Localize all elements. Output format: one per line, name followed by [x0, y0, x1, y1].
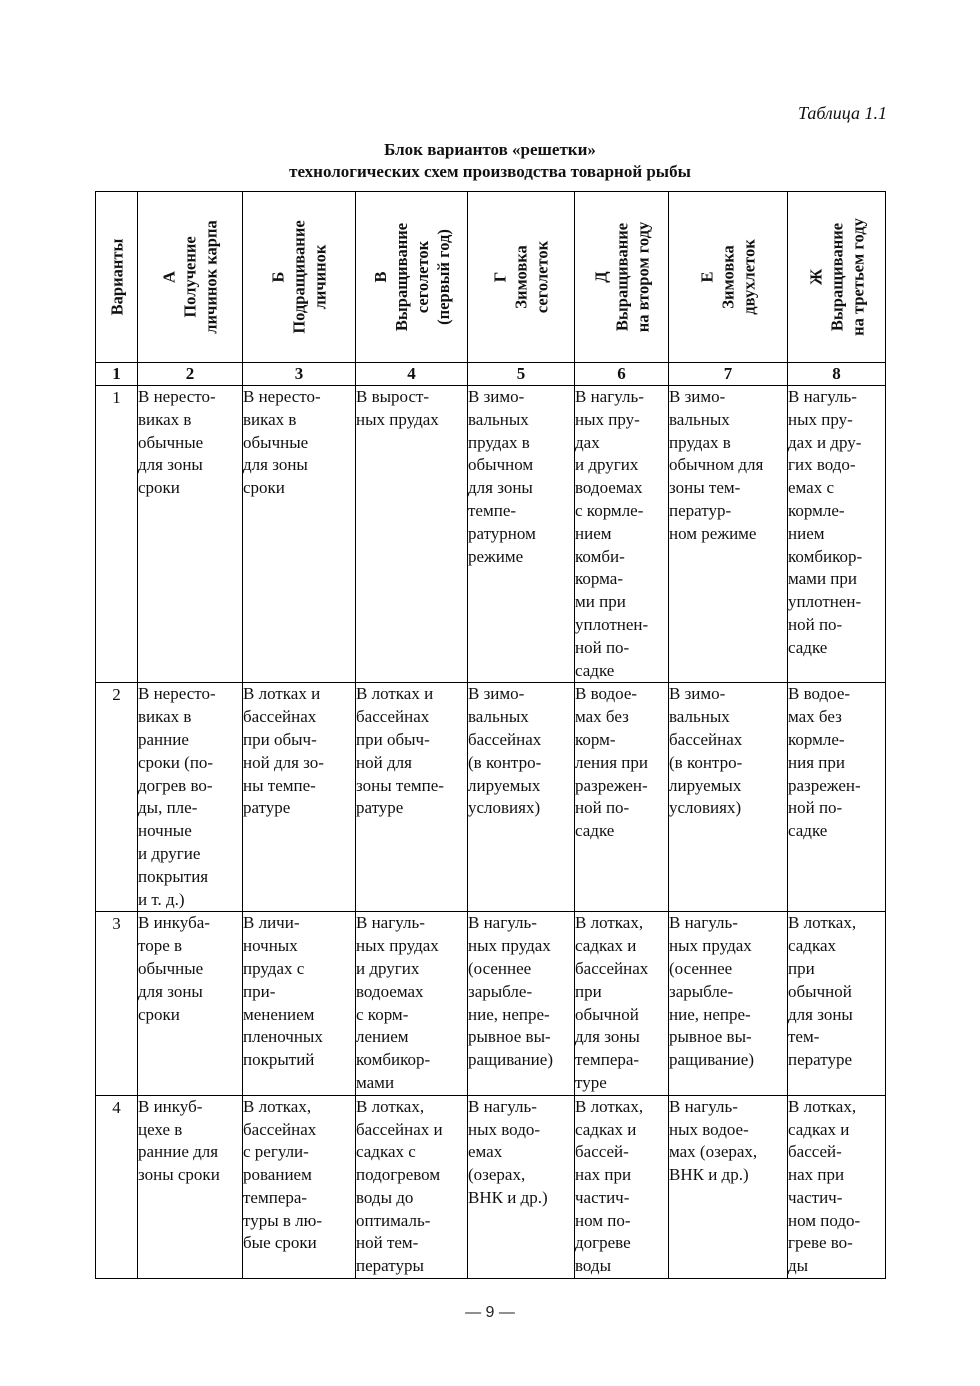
cell-text-line: В лотках и: [356, 684, 434, 704]
table-cell: [356, 683, 468, 912]
cell-text-line: ды: [788, 1256, 809, 1276]
page-number: — 9 —: [465, 1304, 515, 1321]
cell-text-line: мах без: [788, 707, 842, 727]
cell-text-line: для зоны: [138, 981, 203, 1001]
cell-text-line: сроки (по-: [138, 752, 214, 772]
column-number-row: [96, 363, 886, 386]
cell-text-line: ной по-: [575, 798, 630, 818]
cell-text-line: при-: [243, 981, 276, 1001]
cell-text-line: ния при: [788, 752, 845, 772]
cell-text-line: режиме: [468, 546, 524, 566]
cell-text-line: В нагуль-: [669, 913, 738, 933]
cell-text-line: В лотках,: [356, 1096, 425, 1116]
table-title: [95, 139, 885, 183]
header-label-line: Получение: [180, 236, 200, 318]
cell-text-line: туре: [575, 1072, 607, 1092]
table-cell: [788, 912, 886, 1095]
cell-text-line: пленочных: [243, 1027, 323, 1047]
cell-text-line: вальных: [669, 707, 730, 727]
header-label-line: Зимовка: [718, 245, 738, 309]
cell-text-line: обычном: [468, 455, 534, 475]
column-number: 7: [669, 363, 788, 386]
cell-text-line: В зимо-: [669, 387, 726, 406]
table-cell: [243, 683, 356, 912]
header-label-line: (первый год): [433, 229, 453, 325]
cell-text-line: туры в лю-: [243, 1210, 322, 1230]
variant-number: 3: [96, 912, 138, 1095]
header-label: [159, 197, 222, 357]
cell-text-line: виках в: [138, 707, 192, 727]
cell-text-line: нием: [575, 523, 612, 543]
header-label-line: Б: [268, 271, 288, 283]
cell-text-line: при обыч-: [243, 729, 317, 749]
cell-text-line: виках в: [138, 409, 192, 429]
table-cell: [575, 386, 669, 683]
column-number: 6: [575, 363, 669, 386]
cell-text-line: В нересто-: [138, 387, 216, 406]
header-label-line: Г: [490, 271, 510, 283]
cell-text-line: уплотнен-: [788, 592, 862, 612]
cell-text-line: садке: [788, 637, 828, 657]
variant-number: 2: [96, 683, 138, 912]
cell-text-line: прудах в: [468, 432, 530, 452]
cell-text-line: темпера-: [243, 1187, 308, 1207]
cell-text-line: дах и дру-: [788, 432, 862, 452]
cell-text-line: бассейнах: [575, 958, 649, 978]
cell-text-line: ночных: [243, 936, 298, 956]
cell-text-line: рывное вы-: [468, 1027, 551, 1047]
cell-text-line: при обыч-: [356, 729, 430, 749]
cell-text-line: ночные: [138, 821, 192, 841]
cell-text-line: воды: [575, 1256, 611, 1276]
cell-text-line: для зоны: [243, 455, 308, 475]
cell-text-line: мах без: [575, 707, 629, 727]
cell-text-line: бассей-: [575, 1142, 629, 1162]
cell-text-line: зоны темпе-: [356, 775, 444, 795]
cell-text-line: лируемых: [669, 775, 742, 795]
header-label-line: Выращивание: [612, 222, 631, 332]
cell-text-line: мах (озерах,: [669, 1142, 758, 1162]
table-cell: [138, 1095, 243, 1278]
column-number: 1: [96, 363, 138, 386]
cell-text-line: ной для: [356, 752, 412, 772]
cell-text-line: ной по-: [575, 637, 630, 657]
cell-text-line: цехе в: [138, 1119, 183, 1139]
table-cell: [575, 912, 669, 1095]
table-cell: [788, 683, 886, 912]
column-number: 4: [356, 363, 468, 386]
cell-text-line: корма-: [575, 569, 623, 589]
table-cell: [669, 912, 788, 1095]
header-label-line: Выращивание: [827, 222, 846, 332]
cell-text-line: при: [575, 981, 602, 1001]
cell-text-line: В водое-: [575, 684, 638, 704]
cell-text-line: садках и: [575, 1119, 637, 1139]
cell-text-line: гих водо-: [788, 455, 856, 475]
cell-text-line: догреве: [575, 1233, 631, 1253]
cell-text-line: кормле-: [788, 729, 845, 749]
column-number: 2: [138, 363, 243, 386]
cell-text-line: сроки: [243, 478, 285, 498]
cell-text-line: корм-: [575, 729, 616, 749]
table-cell: [138, 386, 243, 683]
cell-text-line: и другие: [138, 843, 201, 863]
cell-text-line: В лотках,: [243, 1096, 312, 1116]
cell-text-line: В инкуб-: [138, 1096, 203, 1116]
table-row: [96, 1095, 886, 1278]
cell-text-line: В водое-: [788, 684, 851, 704]
cell-text-line: ратурном: [468, 523, 536, 543]
cell-text-line: лируемых: [468, 775, 541, 795]
header-label-line: личинок карпа: [201, 220, 221, 334]
cell-text-line: виках в: [243, 409, 297, 429]
cell-text-line: ранние для: [138, 1142, 219, 1162]
cell-text-line: ды, пле-: [138, 798, 198, 818]
cell-text-line: обычной: [575, 1004, 639, 1024]
cell-text-line: ние, непре-: [468, 1004, 550, 1024]
header-label-line: Е: [697, 271, 717, 283]
cell-text-line: В нагуль-: [788, 387, 857, 406]
table-cell: [243, 1095, 356, 1278]
header-label-line: Зимовка: [511, 245, 531, 309]
header-label-line: сеголеток: [412, 240, 432, 314]
cell-text-line: пературы: [356, 1256, 424, 1276]
header-label: [106, 197, 127, 357]
cell-text-line: с регули-: [243, 1142, 309, 1162]
cell-text-line: В нагуль-: [669, 1096, 738, 1116]
table-cell: [788, 1095, 886, 1278]
cell-text-line: оптималь-: [356, 1210, 431, 1230]
header-label-line: А: [159, 271, 179, 283]
cell-text-line: садке: [575, 660, 615, 680]
cell-text-line: ператур-: [669, 500, 732, 520]
cell-text-line: комбикор-: [788, 546, 863, 566]
cell-text-line: прудах в: [669, 432, 731, 452]
header-cell: [468, 192, 575, 363]
cell-text-line: ны темпе-: [243, 775, 316, 795]
cell-text-line: с кормле-: [575, 500, 644, 520]
cell-text-line: обычной: [788, 981, 852, 1001]
cell-text-line: частич-: [788, 1187, 843, 1207]
table-title-line: Блок вариантов «решетки»: [384, 140, 596, 159]
cell-text-line: садках и: [788, 1119, 850, 1139]
cell-text-line: ных прудах: [468, 936, 551, 956]
cell-text-line: комбикор-: [356, 1050, 431, 1070]
cell-text-line: ления при: [575, 752, 648, 772]
cell-text-line: бассейнах: [669, 729, 743, 749]
cell-text-line: вальных: [468, 707, 529, 727]
cell-text-line: В личи-: [243, 913, 300, 933]
cell-text-line: и других: [575, 455, 639, 475]
table-cell: [669, 683, 788, 912]
cell-text-line: менением: [243, 1004, 315, 1024]
table-body: [96, 386, 886, 1279]
cell-text-line: водоемах: [356, 981, 424, 1001]
cell-text-line: бассейнах: [243, 1119, 317, 1139]
cell-text-line: частич-: [575, 1187, 630, 1207]
cell-text-line: В нагуль-: [468, 913, 537, 933]
cell-text-line: бассейнах: [356, 707, 430, 727]
cell-text-line: разрежен-: [575, 775, 648, 795]
header-cell: [138, 192, 243, 363]
variant-number: 4: [96, 1095, 138, 1278]
cell-text-line: дах: [575, 432, 600, 452]
cell-text-line: В нересто-: [243, 387, 321, 406]
cell-text-line: бые сроки: [243, 1233, 317, 1253]
cell-text-line: обычные: [243, 432, 309, 452]
header-cell: [356, 192, 468, 363]
cell-text-line: подогревом: [356, 1165, 441, 1185]
header-label: [490, 197, 553, 357]
cell-text-line: бассейнах: [468, 729, 542, 749]
header-label-line: личинок: [310, 244, 330, 310]
table-cell: [575, 683, 669, 912]
cell-text-line: ние, непре-: [669, 1004, 751, 1024]
cell-text-line: емах: [468, 1142, 503, 1162]
cell-text-line: прудах с: [243, 958, 305, 978]
cell-text-line: ных водое-: [669, 1119, 749, 1139]
header-cell: [788, 192, 886, 363]
header-label-line: сеголеток: [532, 240, 552, 314]
cell-text-line: ращивание): [468, 1050, 553, 1070]
cell-text-line: В лотках,: [788, 1096, 857, 1116]
cell-text-line: покрытий: [243, 1050, 315, 1070]
cell-text-line: В зимо-: [468, 684, 525, 704]
header-label: [370, 197, 454, 357]
table-cell: [468, 912, 575, 1095]
header-cell: [669, 192, 788, 363]
cell-text-line: садке: [788, 821, 828, 841]
cell-text-line: сроки: [138, 1004, 180, 1024]
cell-text-line: обычном для: [669, 455, 764, 475]
cell-text-line: В лотках и: [243, 684, 321, 704]
cell-text-line: комби-: [575, 546, 625, 566]
cell-text-line: ной по-: [788, 614, 843, 634]
cell-text-line: зарыбле-: [468, 981, 533, 1001]
cell-text-line: бассей-: [788, 1142, 842, 1162]
cell-text-line: и других: [356, 958, 420, 978]
header-label: [805, 197, 868, 357]
cell-text-line: мами при: [788, 569, 857, 589]
cell-text-line: кормле-: [788, 500, 845, 520]
cell-text-line: В нагуль-: [575, 387, 644, 406]
cell-text-line: нах при: [575, 1165, 632, 1185]
table-cell: [468, 1095, 575, 1278]
cell-text-line: (осеннее: [669, 958, 733, 978]
header-cell: [243, 192, 356, 363]
cell-text-line: покрытия: [138, 866, 209, 886]
cell-text-line: ВНК и др.): [669, 1165, 749, 1185]
cell-text-line: нах при: [788, 1165, 845, 1185]
cell-text-line: зоны тем-: [669, 478, 741, 498]
table-cell: [669, 386, 788, 683]
cell-text-line: садках: [788, 936, 836, 956]
cell-text-line: условиях): [468, 798, 541, 818]
header-label-line: двухлеток: [739, 239, 759, 315]
cell-text-line: В нагуль-: [468, 1096, 537, 1116]
cell-text-line: при: [788, 958, 815, 978]
header-label-line: Выращивание: [391, 222, 411, 332]
cell-text-line: вальных: [468, 409, 529, 429]
cell-text-line: ном режиме: [669, 523, 757, 543]
table-label: Таблица 1.1: [797, 103, 887, 123]
header-cell: [96, 192, 138, 363]
cell-text-line: ных прудах: [356, 409, 439, 429]
table-cell: [243, 386, 356, 683]
table-cell: [356, 912, 468, 1095]
cell-text-line: условиях): [669, 798, 742, 818]
cell-text-line: ной для зо-: [243, 752, 324, 772]
variants-table: [95, 191, 886, 1279]
cell-text-line: (озерах,: [468, 1165, 526, 1185]
cell-text-line: вальных: [669, 409, 730, 429]
cell-text-line: обычные: [138, 432, 204, 452]
cell-text-line: ном по-: [575, 1210, 631, 1230]
table-title-line: технологических схем производства товарной рыбы: [289, 162, 691, 181]
cell-text-line: рывное вы-: [669, 1027, 752, 1047]
table-cell: [468, 683, 575, 912]
cell-text-line: лением: [356, 1027, 409, 1047]
cell-text-line: для зоны: [138, 455, 203, 475]
cell-text-line: пературе: [788, 1050, 852, 1070]
cell-text-line: ращивание): [669, 1050, 754, 1070]
cell-text-line: садке: [575, 821, 615, 841]
header-label-line: на третьем году: [848, 218, 867, 336]
header-label-line: на втором году: [633, 221, 652, 333]
cell-text-line: уплотнен-: [575, 614, 649, 634]
table-row: [96, 683, 886, 912]
column-number: 5: [468, 363, 575, 386]
cell-text-line: для зоны: [788, 1004, 853, 1024]
cell-text-line: ной тем-: [356, 1233, 419, 1253]
cell-text-line: тем-: [788, 1027, 820, 1047]
cell-text-line: В нагуль-: [356, 913, 425, 933]
table-cell: [356, 386, 468, 683]
cell-text-line: воды до: [356, 1187, 414, 1207]
cell-text-line: В нересто-: [138, 684, 216, 704]
cell-text-line: В инкуба-: [138, 913, 210, 933]
column-number: 3: [243, 363, 356, 386]
table-cell: [138, 912, 243, 1095]
cell-text-line: (осеннее: [468, 958, 532, 978]
table-row: [96, 386, 886, 683]
header-label-line: В: [370, 271, 390, 283]
header-label-line: Д: [591, 271, 610, 283]
table-row: [96, 912, 886, 1095]
table-cell: [788, 386, 886, 683]
cell-text-line: бассейнах: [243, 707, 317, 727]
header-label-line: Подращивание: [289, 220, 309, 334]
cell-text-line: (в контро-: [468, 752, 542, 772]
cell-text-line: В зимо-: [669, 684, 726, 704]
cell-text-line: мами: [356, 1072, 395, 1092]
cell-text-line: торе в: [138, 936, 183, 956]
variant-number: 1: [96, 386, 138, 683]
table-cell: [356, 1095, 468, 1278]
cell-text-line: ных пру-: [575, 409, 640, 429]
table-cell: [138, 683, 243, 912]
cell-text-line: для зоны: [575, 1027, 640, 1047]
cell-text-line: ВНК и др.): [468, 1187, 548, 1207]
header-label: [590, 197, 653, 357]
cell-text-line: ми при: [575, 592, 626, 612]
cell-text-line: садках и: [575, 936, 637, 956]
cell-text-line: ной по-: [788, 798, 843, 818]
cell-text-line: ных водо-: [468, 1119, 541, 1139]
table-cell: [243, 912, 356, 1095]
cell-text-line: В зимо-: [468, 387, 525, 406]
cell-text-line: и т. д.): [138, 889, 185, 909]
cell-text-line: ных пру-: [788, 409, 853, 429]
cell-text-line: ранние: [138, 729, 189, 749]
cell-text-line: бассейнах и: [356, 1119, 443, 1139]
cell-text-line: догрев во-: [138, 775, 213, 795]
cell-text-line: ных прудах: [669, 936, 752, 956]
cell-text-line: темпе-: [468, 500, 517, 520]
cell-text-line: разрежен-: [788, 775, 861, 795]
table-cell: [575, 1095, 669, 1278]
cell-text-line: водоемах: [575, 478, 643, 498]
cell-text-line: греве во-: [788, 1233, 853, 1253]
cell-text-line: обычные: [138, 958, 204, 978]
cell-text-line: В вырост-: [356, 387, 430, 406]
cell-text-line: ных прудах: [356, 936, 439, 956]
cell-text-line: темпера-: [575, 1050, 640, 1070]
cell-text-line: зоны сроки: [138, 1165, 220, 1185]
header-cell: [575, 192, 669, 363]
header-label: [268, 197, 331, 357]
cell-text-line: емах с: [788, 478, 835, 498]
header-label: [697, 197, 760, 357]
cell-text-line: с корм-: [356, 1004, 409, 1024]
cell-text-line: сроки: [138, 478, 180, 498]
cell-text-line: (в контро-: [669, 752, 743, 772]
cell-text-line: ратуре: [243, 798, 291, 818]
header-label-line: Ж: [806, 268, 825, 286]
cell-text-line: В лотках,: [788, 913, 857, 933]
cell-text-line: ратуре: [356, 798, 404, 818]
cell-text-line: для зоны: [468, 478, 533, 498]
cell-text-line: нием: [788, 523, 825, 543]
cell-text-line: В лотках,: [575, 1096, 644, 1116]
table-cell: [468, 386, 575, 683]
table-cell: [669, 1095, 788, 1278]
header-label-line: Варианты: [107, 238, 126, 316]
header-row: [96, 192, 886, 363]
cell-text-line: зарыбле-: [669, 981, 734, 1001]
cell-text-line: В лотках,: [575, 913, 644, 933]
column-number: 8: [788, 363, 886, 386]
cell-text-line: рованием: [243, 1165, 312, 1185]
cell-text-line: ном подо-: [788, 1210, 861, 1230]
cell-text-line: садках с: [356, 1142, 416, 1162]
